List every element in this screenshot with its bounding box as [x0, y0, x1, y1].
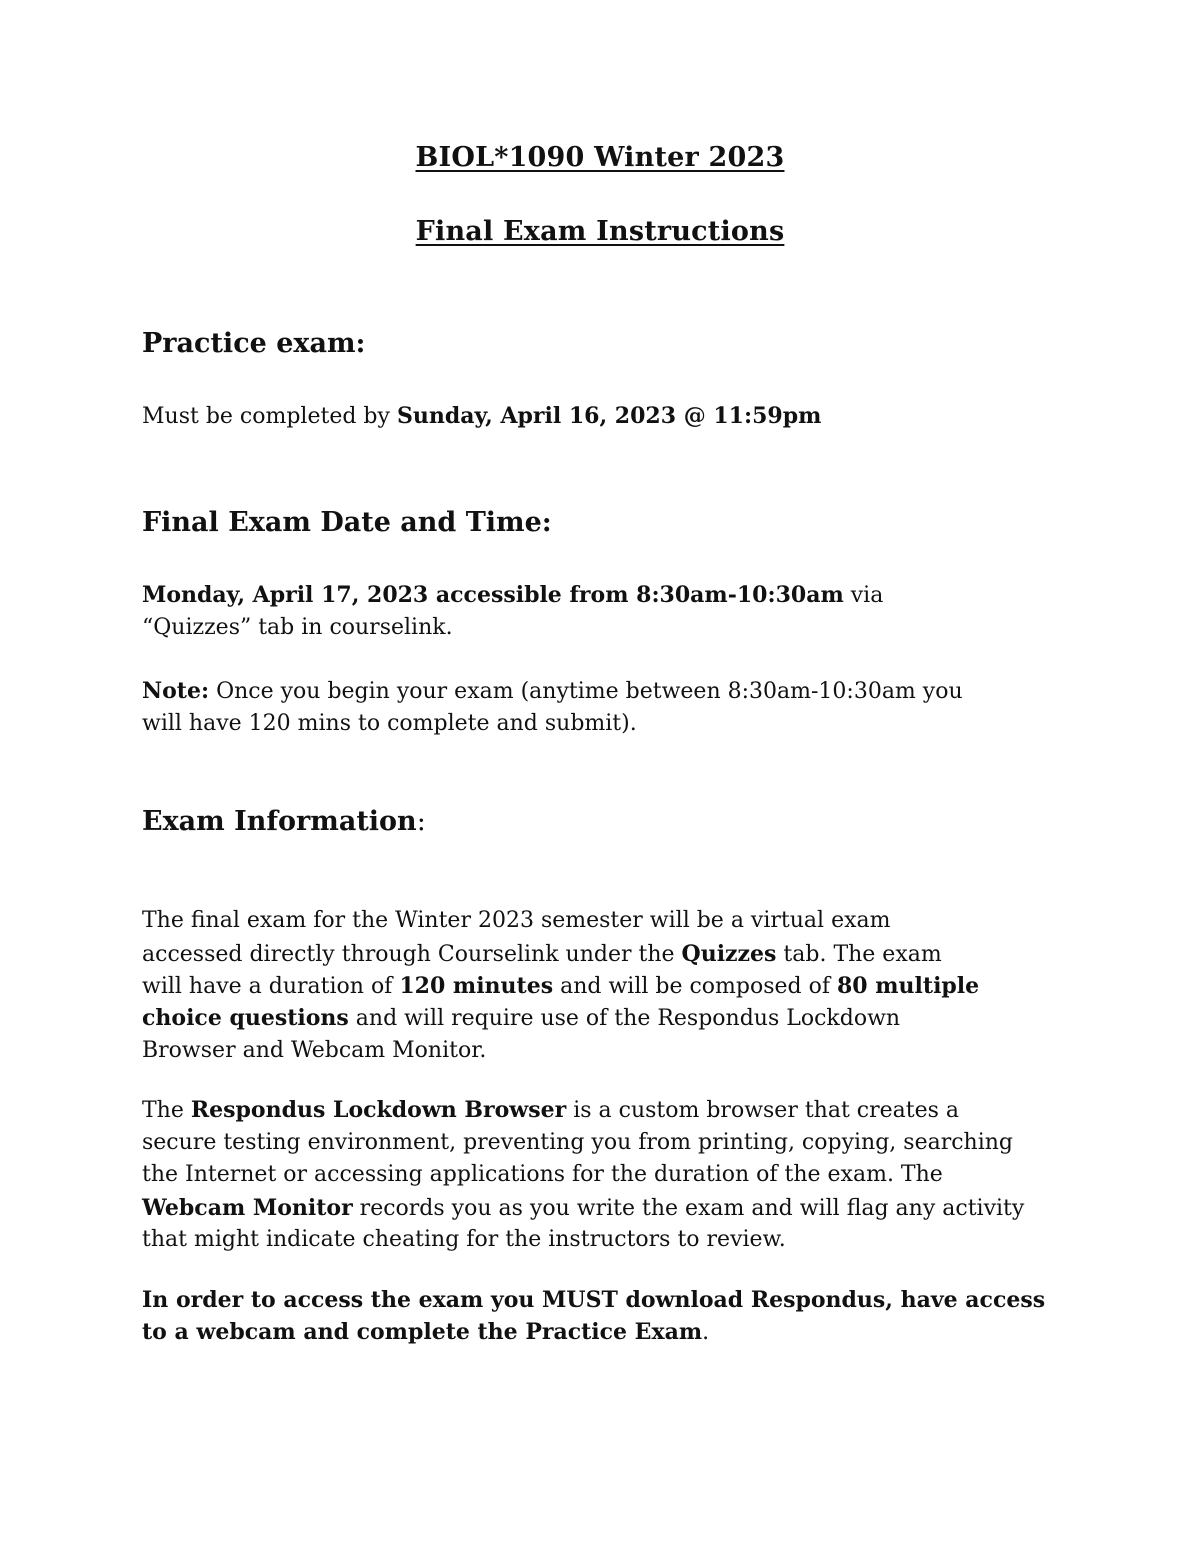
note-line-1	[142, 675, 963, 708]
exam-info-p2-line-2: secure testing environment, preventing you from printing, copying, searching	[142, 1130, 1014, 1155]
p1-l4-text-b: and will require use of the Respondus Lockdown	[348, 1006, 901, 1031]
exam-info-p2-line-5: that might indicate cheating for the instructors to review.	[142, 1227, 786, 1252]
p1-l3-text-a: will have a duration of	[142, 974, 400, 999]
exam-information-heading-text: Exam Information	[142, 806, 417, 837]
note-text-1: Once you begin your exam (anytime between 8:30am-10:30am you	[209, 679, 963, 704]
exam-information-heading-colon: :	[416, 806, 426, 837]
exam-information-heading	[142, 806, 426, 837]
exam-info-p1-line-4	[142, 1002, 900, 1035]
choice-questions-bold: choice questions	[142, 1005, 349, 1031]
course-title: BIOL*1090 Winter 2023	[415, 142, 785, 173]
exam-info-p3-line-1	[142, 1284, 1045, 1317]
p2-l1-text-c: is a custom browser that creates a	[566, 1098, 960, 1123]
practice-exam-heading: Practice exam:	[142, 328, 366, 359]
final-exam-date-heading: Final Exam Date and Time:	[142, 507, 552, 538]
document-title: Final Exam Instructions	[415, 216, 785, 247]
p1-l3-text-c: and will be composed of	[553, 974, 837, 999]
question-count-bold: 80 multiple	[837, 973, 980, 999]
duration-bold: 120 minutes	[399, 973, 554, 999]
note-label: Note:	[142, 678, 210, 704]
exam-info-p3-line-2	[142, 1316, 709, 1349]
requirement-bold-1: In order to access the exam you MUST download Respondus, have access	[142, 1287, 1046, 1313]
p1-l2-text-c: tab. The exam	[776, 942, 942, 967]
final-exam-via: via	[843, 583, 884, 608]
exam-info-p2-line-3: the Internet or accessing applications for the duration of the exam. The	[142, 1162, 943, 1187]
p2-l1-text-a: The	[142, 1098, 191, 1123]
final-exam-window-line	[142, 579, 883, 612]
note-line-2: will have 120 mins to complete and submit).	[142, 711, 637, 736]
quizzes-tab-line: “Quizzes” tab in courselink.	[142, 615, 453, 640]
requirement-period: .	[702, 1320, 710, 1345]
exam-info-p1-line-2	[142, 938, 942, 971]
exam-info-p2-line-1	[142, 1094, 959, 1127]
quizzes-bold: Quizzes	[681, 941, 777, 967]
practice-deadline-intro: Must be completed by	[142, 404, 397, 429]
exam-info-p2-line-4	[142, 1192, 1024, 1225]
p2-l4-text-b: records you as you write the exam and will flag any activity	[352, 1196, 1025, 1221]
exam-info-p1-line-1: The final exam for the Winter 2023 semester will be a virtual exam	[142, 908, 891, 933]
practice-deadline-line	[142, 400, 821, 433]
requirement-bold-2: to a webcam and complete the Practice Exam	[142, 1319, 703, 1345]
webcam-monitor-bold: Webcam Monitor	[142, 1195, 353, 1221]
lockdown-browser-bold: Respondus Lockdown Browser	[190, 1097, 567, 1123]
final-exam-window: Monday, April 17, 2023 accessible from 8:30am-10:30am	[142, 582, 844, 608]
exam-info-p1-line-5: Browser and Webcam Monitor.	[142, 1038, 487, 1063]
exam-info-p1-line-3	[142, 970, 979, 1003]
practice-deadline-date: Sunday, April 16, 2023 @ 11:59pm	[396, 403, 822, 429]
p1-l2-text-a: accessed directly through Courselink under the	[142, 942, 682, 967]
